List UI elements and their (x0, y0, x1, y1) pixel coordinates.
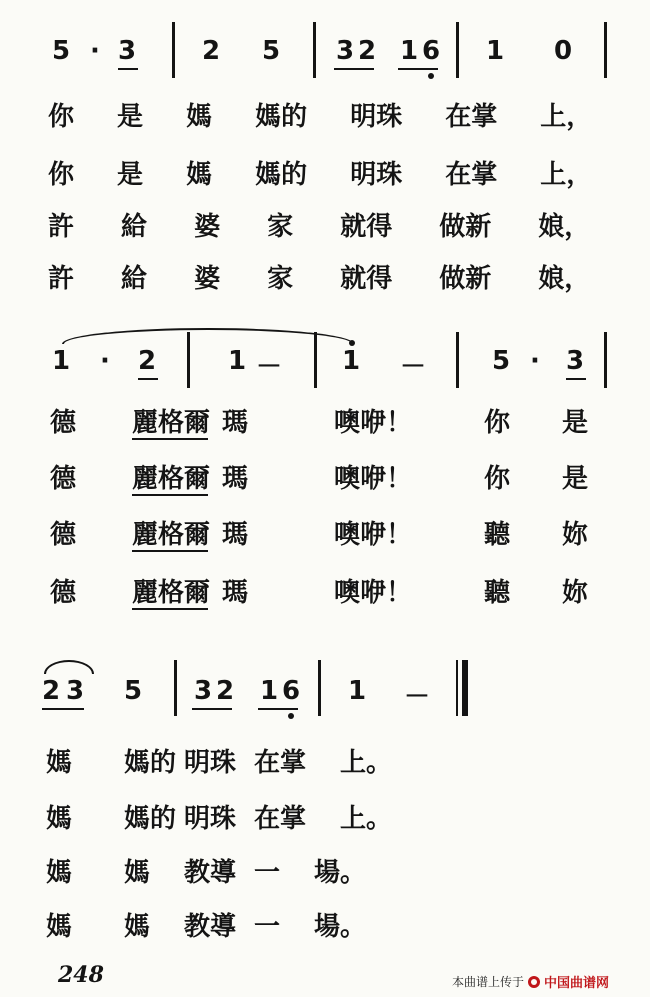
note: 3 (193, 676, 213, 706)
note: 2 (215, 676, 235, 706)
bar-line (456, 332, 459, 388)
lyric-word: 上。 (340, 804, 393, 834)
bar-line (604, 332, 607, 388)
lyric-word: 在掌 (254, 804, 307, 834)
underline (334, 68, 374, 70)
lyric-word: 麗格爾 (132, 464, 211, 494)
bar-line (172, 22, 175, 78)
lyric-line: 你 是 媽 媽的 明珠 在掌 上， (48, 102, 593, 132)
final-bar-thin (456, 660, 458, 716)
note: 3 (565, 346, 585, 376)
lyric-word: 明珠 (184, 748, 237, 778)
lyric-word: 場。 (314, 858, 367, 888)
lyric-word: 明珠 (184, 804, 237, 834)
upper-octave-dot (349, 340, 355, 346)
lyric-word: 媽 (124, 858, 151, 888)
upload-text: 本曲谱上传于 (452, 975, 525, 989)
lyric-word: 教導 (184, 912, 237, 942)
bar-line (604, 22, 607, 78)
note: 1 (259, 676, 279, 706)
lyric-word: 德 (50, 408, 77, 438)
bar-line (187, 332, 190, 388)
underline (118, 68, 138, 70)
lyric-word: 麗格爾 (132, 408, 211, 438)
note: 3 (65, 676, 85, 706)
note: 3 (117, 36, 137, 66)
note: 5 (491, 346, 511, 376)
note: 1 (341, 346, 361, 376)
watermark (452, 972, 609, 991)
note: 1 (347, 676, 367, 706)
tie-slur (62, 328, 354, 344)
lyric-word: 媽 (46, 858, 73, 888)
bar-line (313, 22, 316, 78)
lyric-word: 是 (562, 464, 589, 494)
lyric-word: 瑪 (222, 408, 249, 438)
lyric-word: 噢咿！ (334, 408, 413, 438)
lyric-word: 瑪 (222, 464, 249, 494)
lyric-word: 你 (484, 464, 511, 494)
lyric-word: 德 (50, 520, 77, 550)
melisma-underline (132, 494, 208, 496)
bar-line (318, 660, 321, 716)
lyric-word: 德 (50, 578, 77, 608)
page-number: 248 (58, 962, 104, 988)
site-logo-icon (528, 976, 540, 988)
note-dot-separator: · (100, 346, 110, 376)
note-dot-separator: · (90, 36, 100, 66)
lyric-word: 媽的 (124, 748, 177, 778)
final-bar-thick (462, 660, 468, 716)
note: 5 (261, 36, 281, 66)
underline (42, 708, 84, 710)
note: 6 (421, 36, 441, 66)
lyric-word: 媽的 (124, 804, 177, 834)
note: 2 (137, 346, 157, 376)
lyric-word: 噢咿！ (334, 520, 413, 550)
lyric-word: 媽 (46, 912, 73, 942)
lyric-word: 德 (50, 464, 77, 494)
note: 2 (201, 36, 221, 66)
lyric-word: 是 (562, 408, 589, 438)
bar-line (174, 660, 177, 716)
lyric-word: 媽 (46, 748, 73, 778)
lyric-word: 聽 (484, 578, 511, 608)
lyric-word: 一 (254, 858, 281, 888)
lyric-word: 噢咿！ (334, 464, 413, 494)
note: 5 (123, 676, 143, 706)
note: 1 (51, 346, 71, 376)
lyric-word: 你 (484, 408, 511, 438)
lyric-word: 媽 (124, 912, 151, 942)
melisma-underline (132, 550, 208, 552)
underline (398, 68, 438, 70)
lyric-line: 許 給 婆 家 就得 做新 娘， (48, 264, 591, 294)
note: 1 (399, 36, 419, 66)
sustain-dash: － (256, 352, 283, 382)
note: 3 (335, 36, 355, 66)
lyric-word: 噢咿！ (334, 578, 413, 608)
note: 1 (485, 36, 505, 66)
lower-octave-dot (288, 713, 294, 719)
bar-line (456, 22, 459, 78)
melisma-underline (132, 438, 208, 440)
sustain-dash: － (400, 352, 427, 382)
lyric-word: 一 (254, 912, 281, 942)
melisma-underline (132, 608, 208, 610)
note: 1 (227, 346, 247, 376)
lyric-word: 上。 (340, 748, 393, 778)
note: 0 (553, 36, 573, 66)
slur (44, 660, 94, 674)
underline (192, 708, 232, 710)
lyric-word: 場。 (314, 912, 367, 942)
note-dot-separator: · (530, 346, 540, 376)
note: 2 (357, 36, 377, 66)
lower-octave-dot (428, 73, 434, 79)
underline (258, 708, 298, 710)
site-logo-text[interactable]: 中国曲谱网 (544, 976, 610, 991)
note: 6 (281, 676, 301, 706)
lyric-word: 聽 (484, 520, 511, 550)
note: 5 (51, 36, 71, 66)
lyric-word: 教導 (184, 858, 237, 888)
lyric-word: 妳 (562, 520, 589, 550)
underline (138, 378, 158, 380)
lyric-line: 許 給 婆 家 就得 做新 娘， (48, 212, 591, 242)
lyric-word: 瑪 (222, 520, 249, 550)
lyric-word: 媽 (46, 804, 73, 834)
note: 2 (41, 676, 61, 706)
lyric-word: 在掌 (254, 748, 307, 778)
lyric-word: 瑪 (222, 578, 249, 608)
bar-line (314, 332, 317, 388)
sustain-dash: － (404, 682, 431, 712)
lyric-word: 妳 (562, 578, 589, 608)
lyric-word: 麗格爾 (132, 520, 211, 550)
lyric-word: 麗格爾 (132, 578, 211, 608)
underline (566, 378, 586, 380)
lyric-line: 你 是 媽 媽的 明珠 在掌 上， (48, 160, 593, 190)
